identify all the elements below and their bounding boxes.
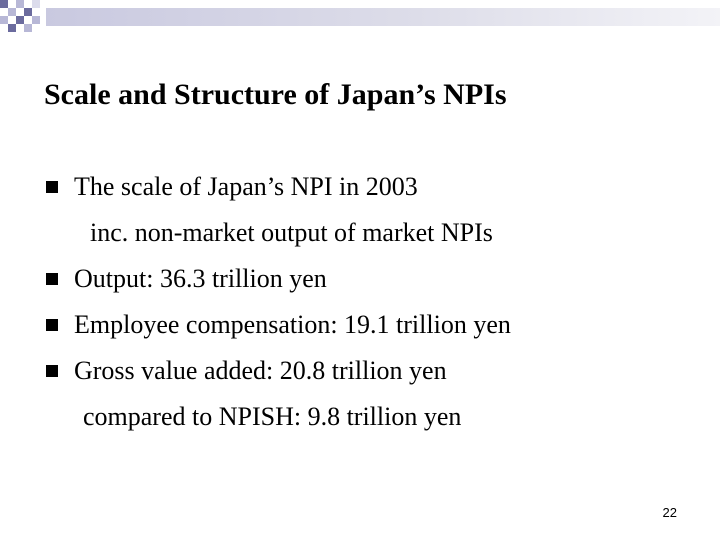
square-bullet-icon <box>46 273 58 285</box>
bullet-text: The scale of Japan’s NPI in 2003 <box>74 172 418 201</box>
square-bullet-icon <box>46 181 58 193</box>
bullet-item <box>46 164 511 210</box>
bullet-item <box>46 348 511 394</box>
bullet-continuation: compared to NPISH: 9.8 trillion yen <box>83 402 462 431</box>
slide-title: Scale and Structure of Japan’s NPIs <box>44 78 507 111</box>
square-bullet-icon <box>46 319 58 331</box>
bullet-item <box>46 302 511 348</box>
bullet-text: Employee compensation: 19.1 trillion yen <box>74 310 511 339</box>
bullet-text: Output: 36.3 trillion yen <box>74 264 327 293</box>
bullet-text: Gross value added: 20.8 trillion yen <box>74 356 447 385</box>
title-divider <box>44 126 674 127</box>
square-bullet-icon <box>46 365 58 377</box>
bullet-list <box>46 164 511 440</box>
bullet-item <box>46 256 511 302</box>
header-decoration <box>0 0 720 36</box>
bullet-continuation: inc. non-market output of market NPIs <box>90 218 493 247</box>
page-number: 22 <box>662 505 677 520</box>
